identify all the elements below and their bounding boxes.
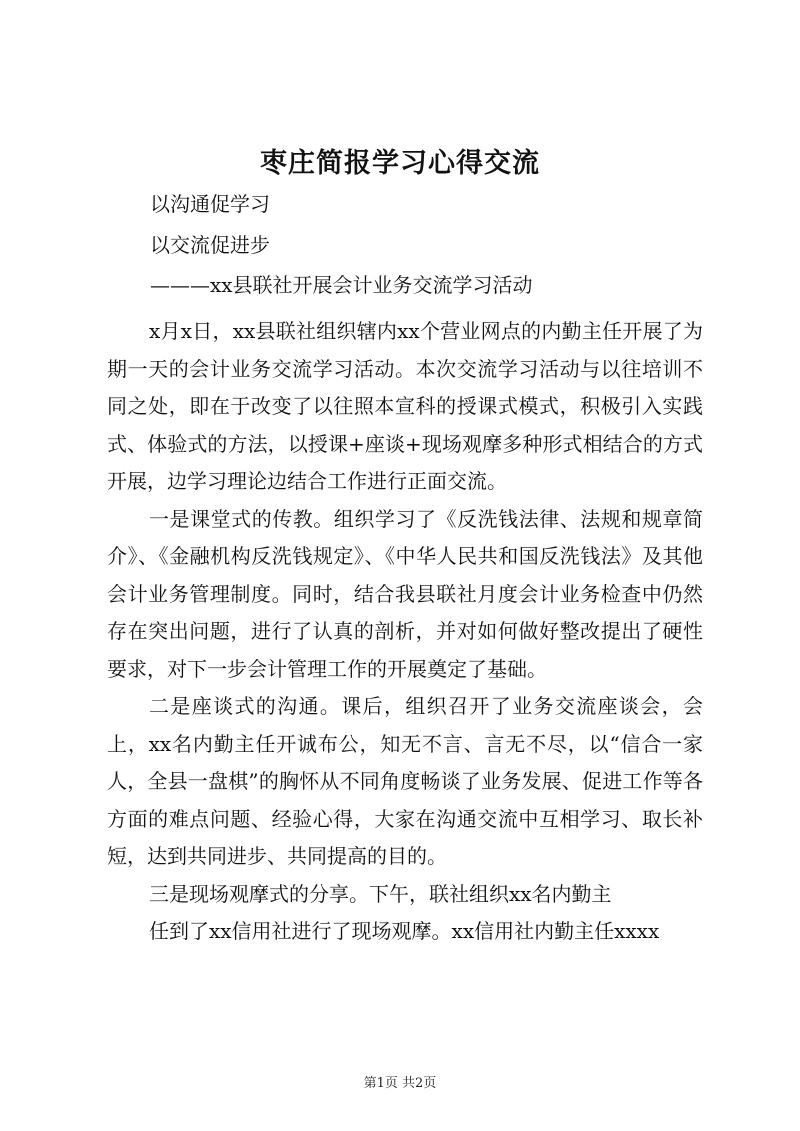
subtitle-line-3: ———xx县联社开展会计业务交流学习活动 [150, 273, 533, 297]
paragraph-classroom: 一是课堂式的传教。组织学习了《反洗钱法律、法规和规章简介》、《金融机构反洗钱规定》、《中华人民共和国反洗钱法》及其他会计业务管理制度。同时，结合我县联社月度会计业务检查中仍然存在突出问题，进行了认真的剖析，并对如何做好整改提出了硬性要求，对下一步会计管理工作的开展奠定了基础。 [107, 506, 703, 681]
paragraph-observation: 三是现场观摩式的分享。下午，联社组织xx名内勤主 [149, 881, 612, 906]
paragraph-discussion: 二是座谈式的沟通。课后，组织召开了业务交流座谈会，会上，xx名内勤主任开诚布公，知无不言、言无不尽，以“信合一家人，全县一盘棋”的胸怀从不同角度畅谈了业务发展、促进工作等各方面的难点问题、经验心得，大家在沟通交流中互相学习、取长补短，达到共同进步、共同提高的目的。 [107, 694, 703, 868]
document-title: 枣庄简报学习心得交流 [260, 148, 540, 179]
page-number-footer: 第1页 共2页 [363, 1076, 437, 1091]
subtitle-line-2: 以交流促进步 [150, 233, 270, 257]
subtitle-line-1: 以沟通促学习 [150, 192, 270, 216]
paragraph-intro: x月x日，xx县联社组织辖内xx个营业网点的内勤主任开展了为期一天的会计业务交流学习活动。本次交流学习活动与以往培训不同之处，即在于改变了以往照本宣科的授课式模式，积极引入实践式、体验式的方法，以授课+座谈+现场观摩多种形式相结合的方式开展，边学习理论边结合工作进行正面交流。 [107, 319, 703, 493]
document-body [107, 313, 703, 951]
paragraph-observation-continued: 任到了xx信用社进行了现场观摩。xx信用社内勤主任xxxx [149, 919, 660, 943]
